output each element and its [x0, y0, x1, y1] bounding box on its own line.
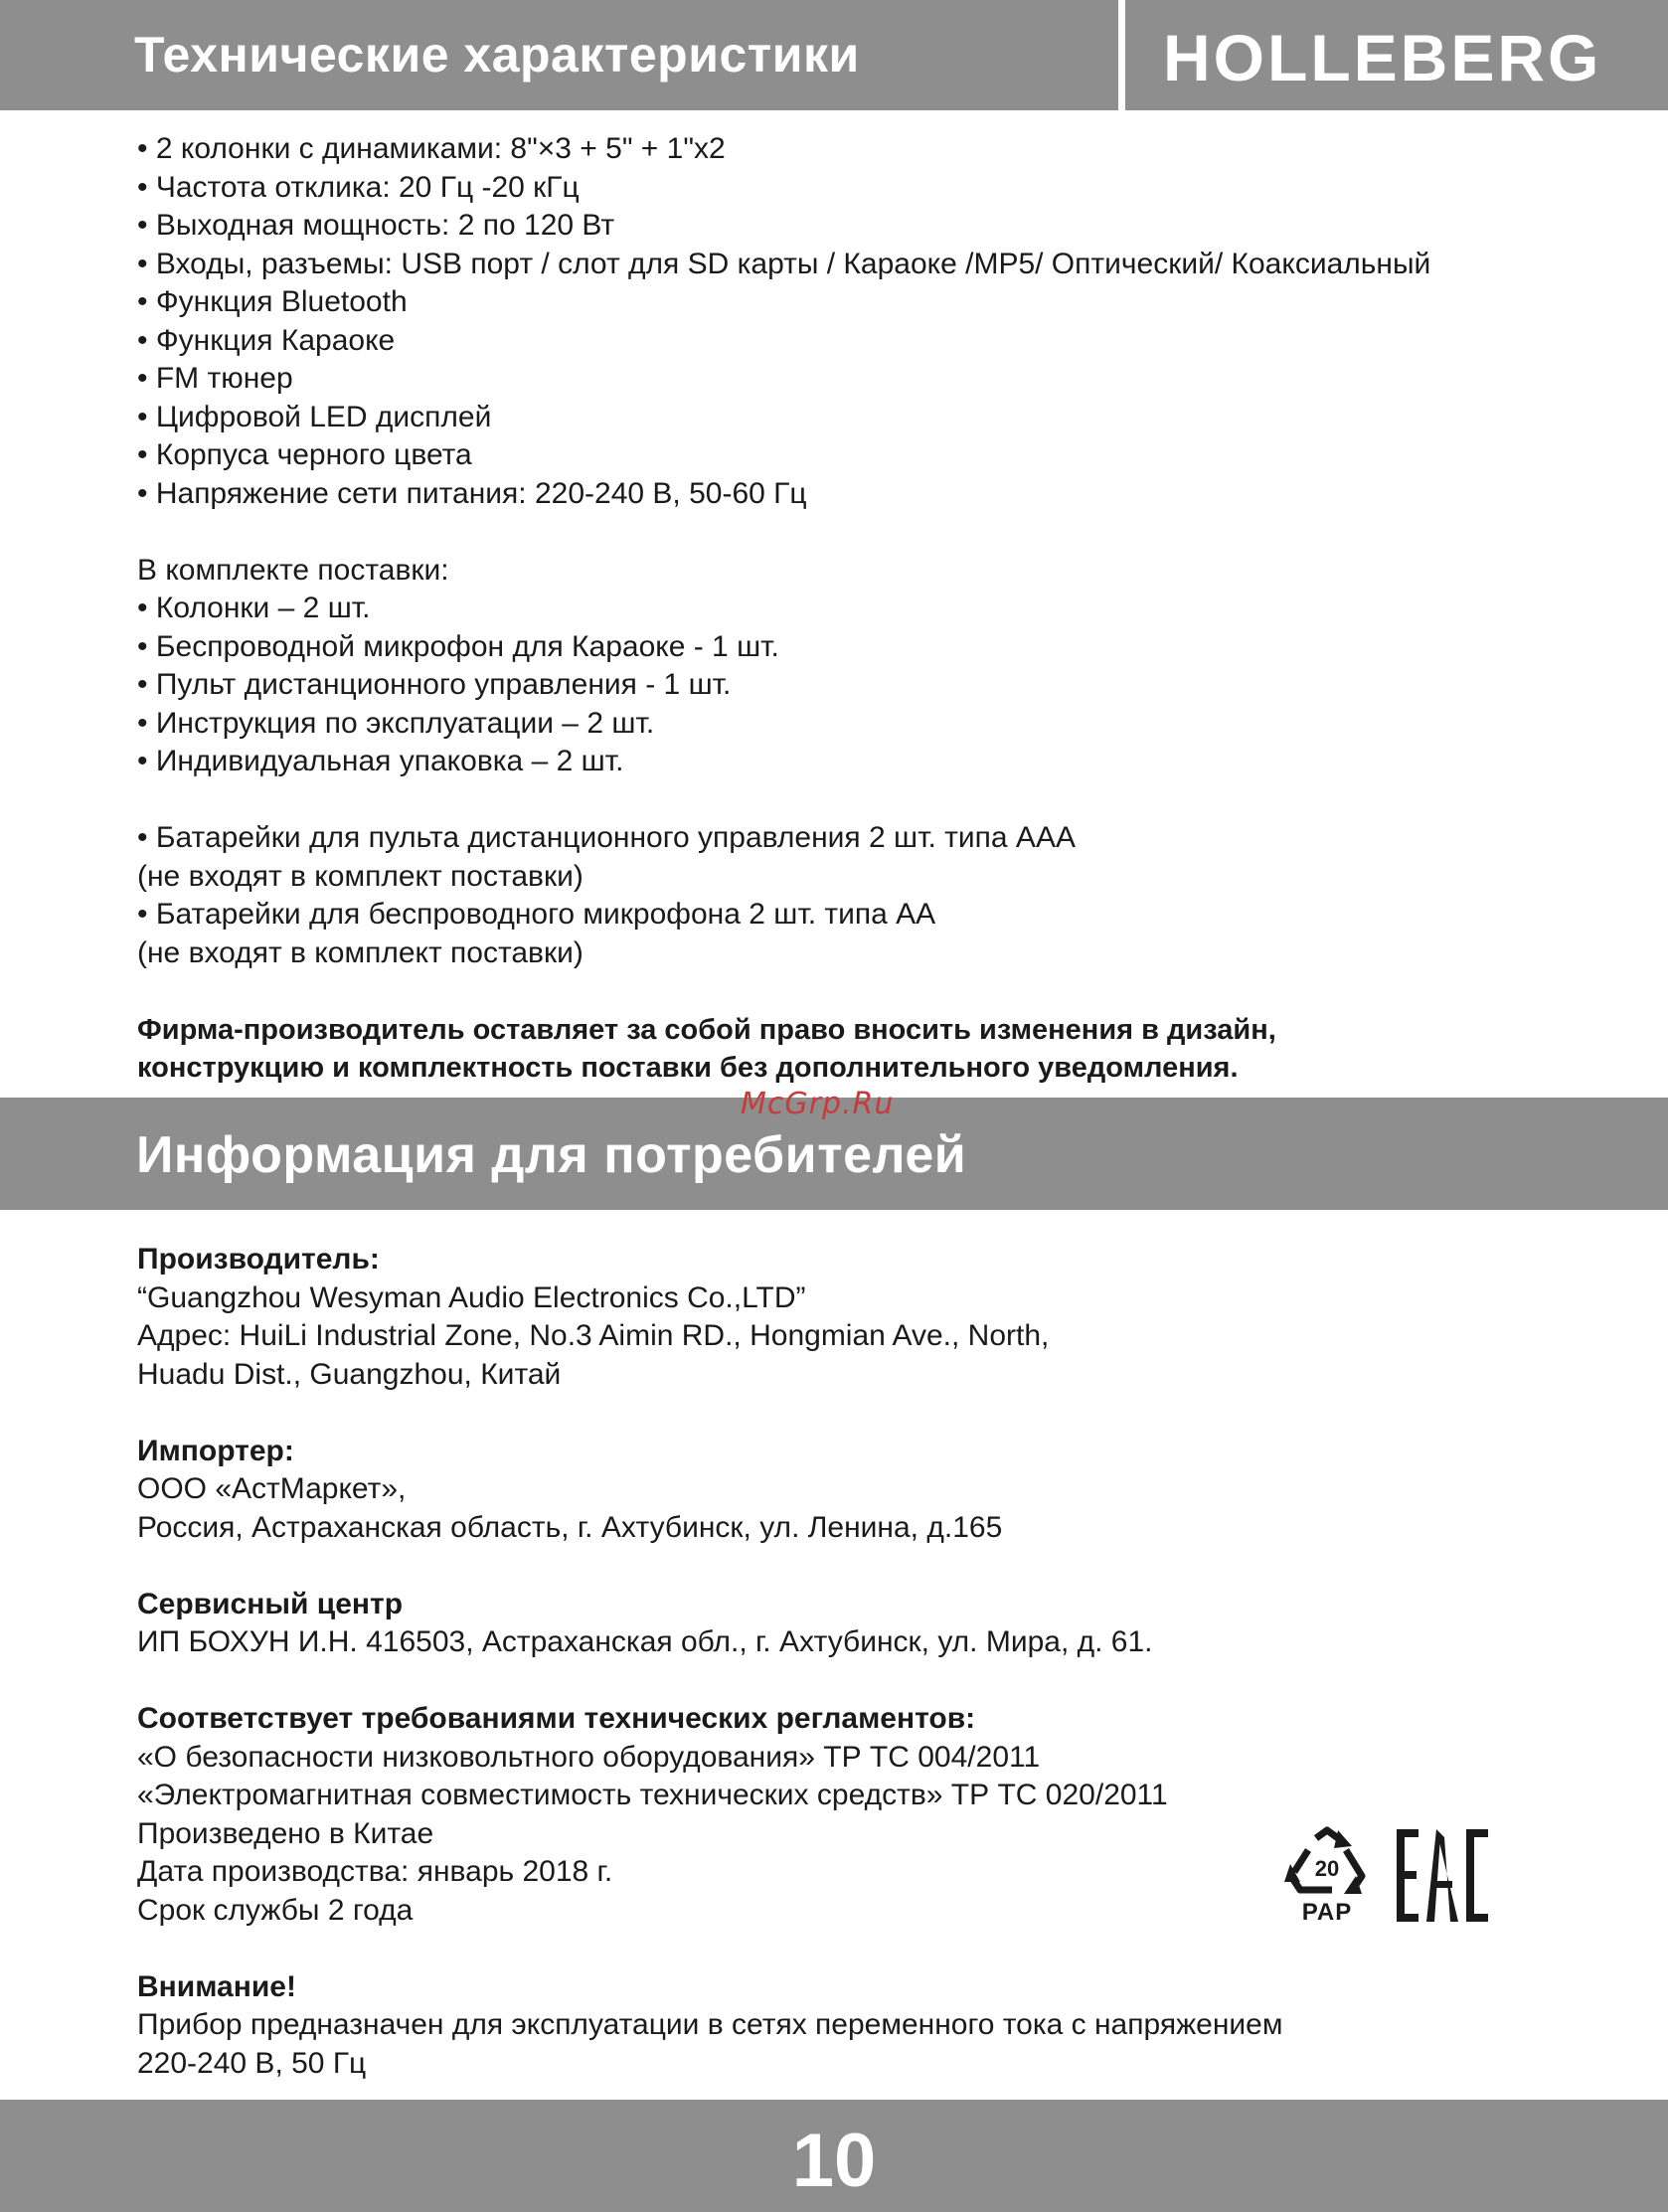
watermark: McGrp.Ru	[741, 1087, 895, 1121]
note-line: Фирма-производитель оставляет за собой право вносить изменения в дизайн,	[137, 1013, 1276, 1046]
spec-item: • Выходная мощность: 2 по 120 Вт	[137, 209, 615, 242]
importer-line: ООО «АстМаркет»,	[137, 1472, 407, 1505]
header-title-bar	[0, 0, 1118, 110]
service-line: ИП БОХУН И.Н. 416503, Астраханская обл., г. Ахтубинск, ул. Мира, д. 61.	[137, 1625, 1153, 1658]
compliance-line: «Электромагнитная совместимость технических средств» ТР ТС 020/2011	[137, 1779, 1168, 1811]
recycle-code: PAP	[1301, 1899, 1353, 1926]
battery-line: • Батарейки для пульта дистанционного управления 2 шт. типа AAA	[137, 821, 1076, 854]
compliance-line: Произведено в Китае	[137, 1816, 434, 1850]
spec-item: • Функция Bluetooth	[137, 285, 408, 318]
package-item: • Колонки – 2 шт.	[137, 592, 371, 624]
consumer-info	[137, 1241, 1282, 2083]
package-item: • Инструкция по эксплуатации – 2 шт.	[137, 706, 655, 740]
warning-heading: Внимание!	[137, 1969, 296, 2003]
section-title: Информация для потребителей	[136, 1126, 967, 1184]
warning-line: Прибор предназначен для эксплуатации в сетях переменного тока с напряжением	[137, 2008, 1283, 2041]
battery-line: • Батарейки для беспроводного микрофона 2 шт. типа АА	[137, 898, 936, 931]
footer-bar	[0, 2100, 1668, 2212]
manufacturer-note	[137, 1011, 1430, 1084]
manufacturer-line: Адрес: HuiLi Industrial Zone, No.3 Aimin RD., Hongmian Ave., North,	[137, 1319, 1050, 1352]
spec-item: • Цифровой LED дисплей	[137, 400, 492, 433]
package-item: • Пульт дистанционного управления - 1 шт.	[137, 668, 732, 701]
spec-item: • Частота отклика: 20 Гц -20 кГц	[137, 170, 580, 204]
importer-heading: Импортер:	[137, 1434, 294, 1467]
service-heading: Сервисный центр	[137, 1587, 404, 1620]
eac-mark-icon	[1397, 1829, 1488, 1922]
brand-logo: HOLLEBERG	[1163, 21, 1602, 94]
specs-list	[137, 130, 1431, 1084]
spec-item: • Напряжение сети питания: 220-240 В, 50-60 Гц	[137, 476, 807, 510]
header-brand-bar	[1125, 0, 1668, 110]
package-item: • Беспроводной микрофон для Караоке - 1 шт.	[137, 629, 779, 663]
note-line: конструкцию и комплектность поставки без дополнительного уведомления.	[137, 1052, 1239, 1084]
spec-item: • Корпуса черного цвета	[137, 438, 472, 471]
package-heading: В комплекте поставки:	[137, 553, 449, 587]
spec-item: • 2 колонки с динамиками: 8"×3 + 5" + 1"x2	[137, 132, 726, 165]
package-item: • Индивидуальная упаковка – 2 шт.	[137, 745, 624, 777]
warning-line: 220-240 В, 50 Гц	[137, 2046, 367, 2080]
battery-line: (не входят в комплект поставки)	[137, 936, 584, 969]
importer-line: Россия, Астраханская область, г. Ахтубинск, ул. Ленина, д.165	[137, 1510, 1003, 1544]
recycle-number: 20	[1314, 1856, 1340, 1881]
manufacturer-line: Huadu Dist., Guangzhou, Китай	[137, 1357, 562, 1391]
spec-item: • Входы, разъемы: USB порт / слот для SD карты / Караоке /MP5/ Оптический/ Коаксиальный	[137, 247, 1431, 280]
compliance-heading: Соответствует требованиями технических регламентов:	[137, 1702, 976, 1735]
compliance-line: Срок службы 2 года	[137, 1893, 414, 1927]
manufacturer-line: “Guangzhou Wesyman Audio Electronics Co.,LTD”	[137, 1280, 806, 1314]
page-title: Технические характеристики	[134, 27, 860, 83]
battery-line: (не входят в комплект поставки)	[137, 859, 584, 893]
manufacturer-heading: Производитель:	[137, 1243, 380, 1276]
recycle-mark	[1282, 1824, 1372, 1929]
compliance-line: Дата производства: январь 2018 г.	[137, 1855, 613, 1888]
spec-item: • Функция Караоке	[137, 323, 396, 357]
spec-item: • FM тюнер	[137, 362, 293, 395]
page-number: 10	[791, 2119, 877, 2203]
compliance-line: «О безопасности низковольтного оборудования» ТР ТС 004/2011	[137, 1740, 1041, 1774]
